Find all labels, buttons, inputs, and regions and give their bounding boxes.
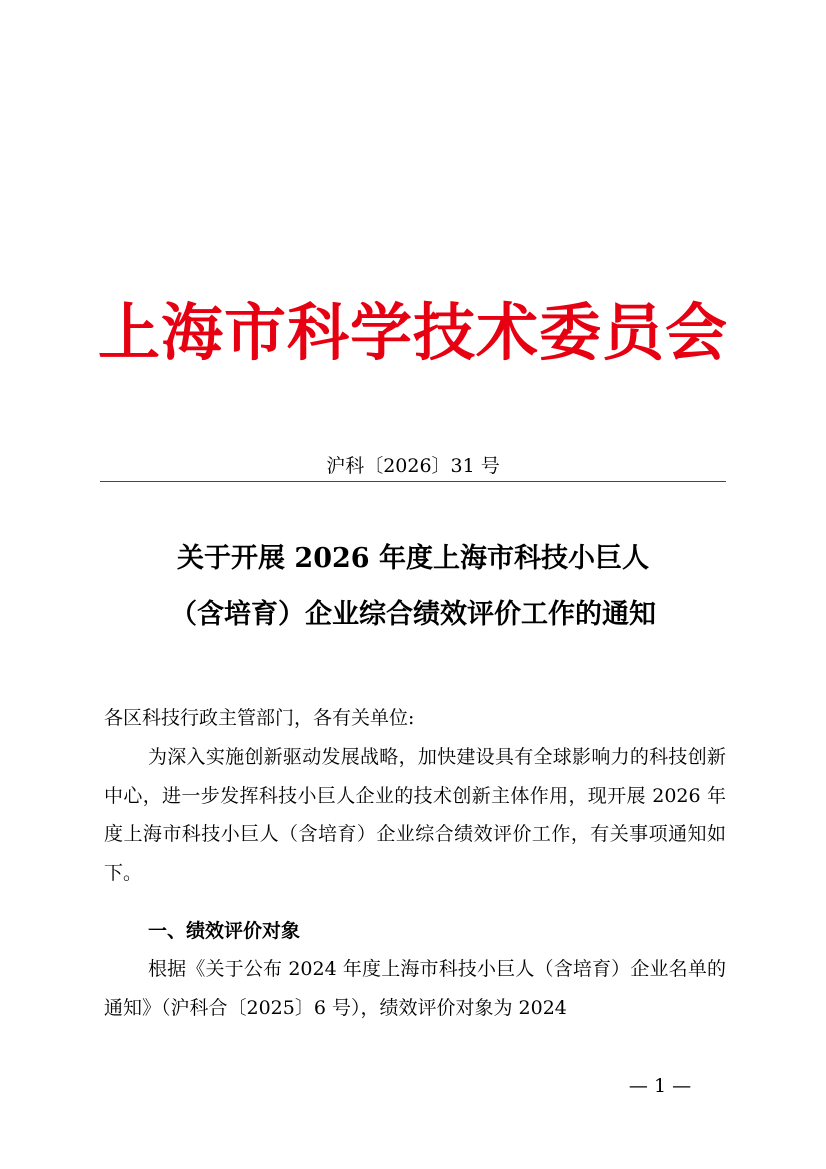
body-paragraph-1: 为深入实施创新驱动发展战略，加快建设具有全球影响力的科技创新中心，进一步发挥科技小巨人企业的技术创新主体作用，现开展 2026 年度上海市科技小巨人（含培育）企业综合绩效评价工作，有关事项通知如下。	[104, 746, 726, 885]
agency-header: 上海市科学技术委员会	[97, 296, 728, 369]
notice-title-line-1: 关于开展 2026 年度上海市科技小巨人	[177, 543, 649, 574]
notice-title-line-2: （含培育）企业综合绩效评价工作的通知	[170, 599, 656, 630]
red-divider	[100, 481, 726, 482]
body-paragraph-2: 根据《关于公布 2024 年度上海市科技小巨人（含培育）企业名单的通知》（沪科合〔2025〕6 号），绩效评价对象为 2024	[104, 958, 726, 1019]
salutation: 各区科技行政主管部门，各有关单位:	[104, 707, 415, 729]
document-number: 沪科〔2026〕31 号	[326, 455, 500, 477]
section-heading-1: 一、绩效评价对象	[148, 920, 301, 942]
page-number: — 1 —	[628, 1075, 692, 1097]
